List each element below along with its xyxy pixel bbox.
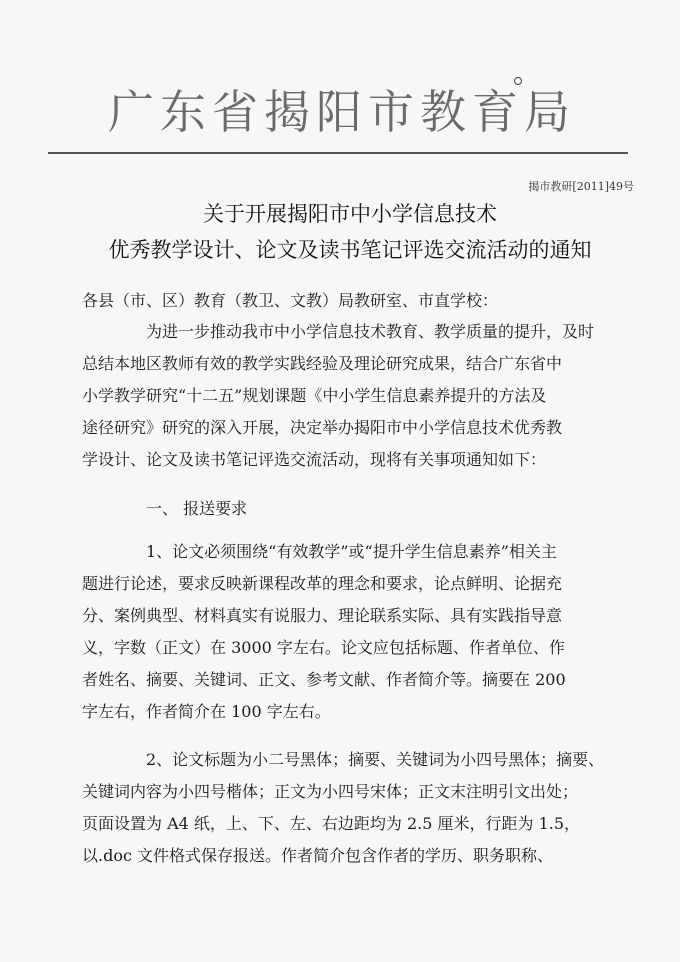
paragraph-line: 义，字数（正文）在 3000 字左右。论文应包括标题、作者单位、作 bbox=[82, 638, 565, 657]
paragraph-line: 者姓名、摘要、关键词、正文、参考文献、作者简介等。摘要在 200 bbox=[82, 670, 566, 689]
paragraph-line: 以.doc 文件格式保存报送。作者简介包含作者的学历、职务职称、 bbox=[82, 846, 554, 865]
paragraph-line: 小学教学研究“十二五”规划课题《中小学生信息素养提升的方法及 bbox=[82, 386, 547, 405]
section-heading: 一、 报送要求 bbox=[146, 499, 248, 518]
paragraph-line: 2、论文标题为小二号黑体；摘要、关键词为小四号黑体；摘要、 bbox=[146, 750, 605, 769]
addressee: 各县（市、区）教育（教卫、文教）局教研室、市直学校： bbox=[82, 291, 499, 310]
paragraph-line: 总结本地区教师有效的教学实践经验及理论研究成果，结合广东省中 bbox=[82, 354, 563, 373]
title-line-1: 关于开展揭阳市中小学信息技术 bbox=[203, 202, 497, 226]
paragraph-line: 关键词内容为小四号楷体；正文为小四号宋体；正文末注明引文出处； bbox=[82, 782, 579, 801]
paragraph-line: 分、案例典型、材料真实有说服力、理论联系实际、具有实践指导意 bbox=[82, 606, 563, 625]
paragraph-line: 1、论文必须围绕“有效教学”或“提升学生信息素养”相关主 bbox=[146, 542, 557, 561]
title-line-2: 优秀教学设计、论文及读书笔记评选交流活动的通知 bbox=[108, 238, 592, 262]
paragraph-line: 途径研究》研究的深入开展，决定举办揭阳市中小学信息技术优秀教 bbox=[82, 418, 563, 437]
paragraph-line: 为进一步推动我市中小学信息技术教育、教学质量的提升，及时 bbox=[146, 322, 595, 341]
paragraph-line: 题进行论述，要求反映新课程改革的理念和要求，论点鲜明、论据充 bbox=[82, 574, 563, 593]
letterhead-issuer: 广东省揭阳市教育局 bbox=[108, 85, 576, 139]
paragraph-line: 字左右，作者简介在 100 字左右。 bbox=[82, 702, 331, 721]
letterhead-rule bbox=[48, 152, 628, 154]
punch-hole-mark bbox=[514, 77, 522, 85]
paragraph-line: 学设计、论文及读书笔记评选交流活动，现将有关事项通知如下： bbox=[82, 450, 547, 469]
paragraph-line: 页面设置为 A4 纸，上、下、左、右边距均为 2.5 厘米，行距为 1.5， bbox=[82, 814, 581, 833]
document-number: 揭市教研[2011]49号 bbox=[528, 180, 634, 193]
